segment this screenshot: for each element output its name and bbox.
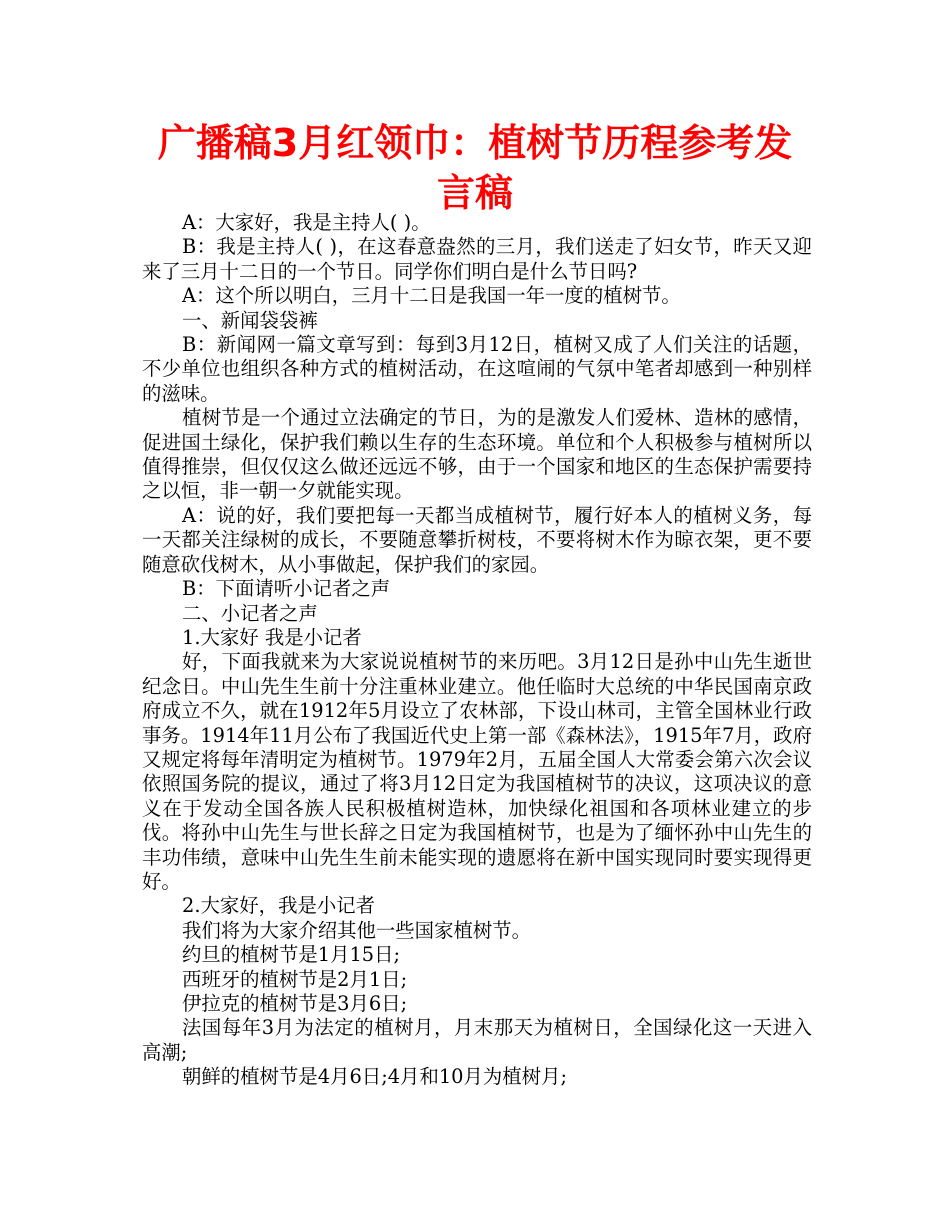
document-body bbox=[142, 211, 812, 1090]
list-item: 西班牙的植树节是2月1日; bbox=[182, 967, 408, 991]
document-title: 广播稿3月红领巾：植树节历程参考发言稿 bbox=[157, 121, 793, 215]
list-item: 伊拉克的植树节是3月6日; bbox=[182, 992, 408, 1015]
section-heading: 一、新闻袋袋裤 bbox=[182, 308, 318, 332]
paragraph: 好，下面我就来为大家说说植树节的来历吧。3月12日是孙中山先生逝世纪念日。中山先生生前十分注重林业建立。他任临时大总统的中华民国南京政府成立不久，就在1912年5月设立了农林部，下设山林司，主管全国林业行政事务。1914年11月公布了我国近代史上第一部《森林法》，1915年7月，政府又规定将每年清明定为植树节。1979年2月，五届全国人大常委会第六次会议依照国务院的提议，通过了将3月12日定为我国植树节的决议，这项决议的意义在于发动全国各族人民积极植树造林，加快绿化祖国和各项林业建立的步伐。将孙中山先生与世长辞之日定为我国植树节，也是为了缅怀孙中山先生的丰功伟绩，意味中山先生生前未能实现的遗愿将在新中国实现同时要实现得更好。 bbox=[142, 650, 812, 893]
paragraph: A：这个所以明白，三月十二日是我国一年一度的植树节。 bbox=[182, 284, 681, 308]
paragraph: A：大家好，我是主持人( )。 bbox=[182, 211, 431, 234]
paragraph: 植树节是一个通过立法确定的节日，为的是激发人们爱林、造林的感情，促进国土绿化，保护我们赖以生存的生态环境。单位和个人积极参与植树所以值得推崇，但仅仅这么做还远远不够，由于一个国家和地区的生态保护需要持之以恒，非一朝一夕就能实现。 bbox=[142, 406, 812, 503]
paragraph: B：新闻网一篇文章写到：每到3月12日，植树又成了人们关注的话题，不少单位也组织各种方式的植树活动，在这喧闹的气氛中笔者却感到一种别样的滋味。 bbox=[142, 333, 812, 405]
list-item: 约旦的植树节是1月15日; bbox=[182, 943, 401, 967]
section-heading: 二、小记者之声 bbox=[182, 601, 318, 625]
paragraph: 我们将为大家介绍其他一些国家植树节。 bbox=[182, 918, 532, 942]
list-item: 朝鲜的植树节是4月6日;4月和10月为植树月; bbox=[182, 1065, 567, 1089]
paragraph: A：说的好，我们要把每一天都当成植树节，履行好本人的植树义务，每一天都关注绿树的成长，不要随意攀折树枝，不要将树木作为晾衣架，更不要随意砍伐树木，从小事做起，保护我们的家园。 bbox=[142, 503, 812, 576]
paragraph: B：下面请听小记者之声 bbox=[182, 577, 391, 601]
list-item: 法国每年3月为法定的植树月，月末那天为植树日，全国绿化这一天进入高潮; bbox=[142, 1016, 812, 1064]
paragraph: 1.大家好 我是小记者 bbox=[182, 625, 362, 649]
paragraph: B：我是主持人( )，在这春意盎然的三月，我们送走了妇女节，昨天又迎来了三月十二日的一个节日。同学你们明白是什么节日吗? bbox=[142, 235, 812, 283]
paragraph: 2.大家好，我是小记者 bbox=[182, 894, 376, 918]
